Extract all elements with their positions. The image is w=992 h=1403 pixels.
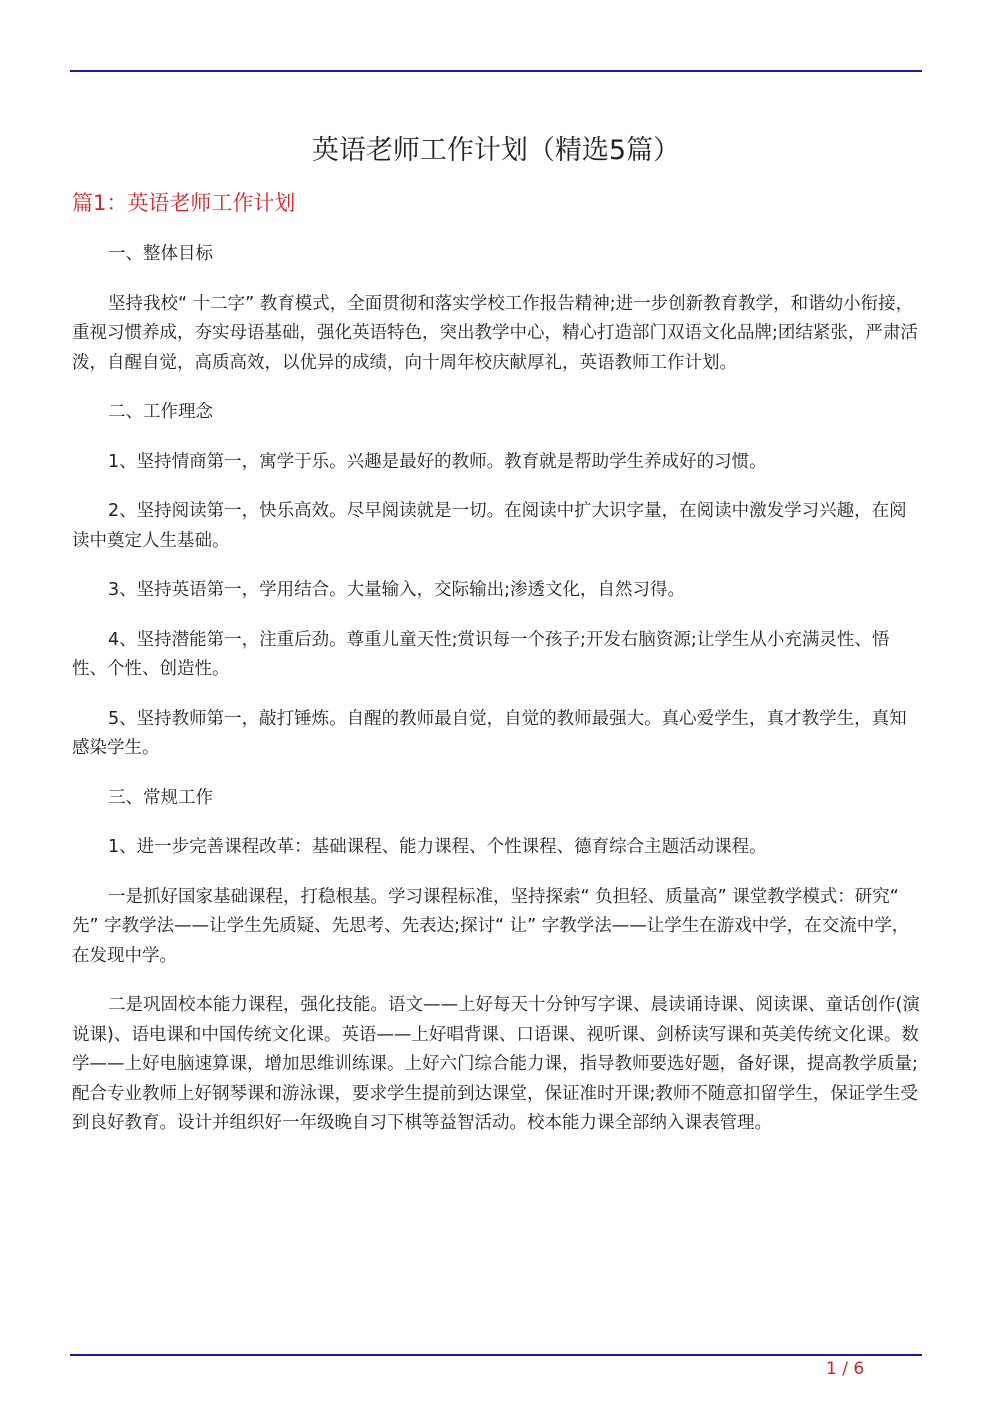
section-title: 篇1：英语老师工作计划 [72, 191, 296, 215]
heading-routine-work: 三、常规工作 [108, 787, 213, 808]
header-rule [70, 70, 922, 72]
document-body [72, 240, 920, 1159]
page-number: 1 / 6 [826, 1359, 865, 1379]
paragraph: 二是巩固校本能力课程，强化技能。语文——上好每天十分钟写字课、晨读诵诗课、阅读课、童话创作(演说课)、语电课和中国传统文化课。英语——上好唱背课、口语课、视听课、剑桥读写课和英美传统文化课。数学——上好电脑速算课，增加思维训练课。上好六门综合能力课，指导教师要选好题，备好课，提高教学质量;配合专业教师上好钢琴课和游泳课，要求学生提前到达课堂，保证准时开课;教师不随意扣留学生，保证学生受到良好教育。设计并组织好一年级晚自习下棋等益智活动。校本能力课全部纳入课表管理。 [72, 995, 920, 1133]
heading-work-philosophy: 二、工作理念 [108, 402, 213, 422]
paragraph: 5、坚持教师第一，敲打锤炼。自醒的教师最自觉，自觉的教师最强大。真心爱学生，真才教学生，真知感染学生。 [72, 708, 907, 758]
paragraph: 一是抓好国家基础课程，打稳根基。学习课程标准，坚持探索“ 负担轻、质量高” 课堂教学模式：研究“ 先” 字教学法——让学生先质疑、先思考、先表达;探讨“ 让” 字教学法——让学生在游戏中学，在交流中学，在发现中学。 [72, 886, 910, 966]
paragraph: 2、坚持阅读第一，快乐高效。尽早阅读就是一切。在阅读中扩大识字量，在阅读中激发学习兴趣，在阅读中奠定人生基础。 [72, 501, 907, 551]
paragraph: 坚持我校“ 十二字” 教育模式，全面贯彻和落实学校工作报告精神;进一步创新教育教学，和谐幼小衔接，重视习惯养成，夯实母语基础，强化英语特色，突出教学中心，精心打造部门双语文化品牌;团结紧张，严肃活泼，自醒自觉，高质高效，以优异的成绩，向十周年校庆献厚礼，英语教师工作计划。 [72, 293, 918, 373]
heading-overall-goal: 一、整体目标 [108, 244, 213, 264]
paragraph: 3、坚持英语第一，学用结合。大量输入，交际输出;渗透文化，自然习得。 [108, 580, 686, 600]
document-title: 英语老师工作计划（精选5篇） [311, 135, 681, 166]
paragraph: 1、坚持情商第一，寓学于乐。兴趣是最好的教师。教育就是帮助学生养成好的习惯。 [108, 451, 767, 472]
footer-rule [70, 1354, 922, 1356]
paragraph: 4、坚持潜能第一，注重后劲。尊重儿童天性;赏识每一个孩子;开发右脑资源;让学生从小充满灵性、悟性、个性、创造性。 [72, 629, 890, 679]
paragraph: 1、进一步完善课程改革：基础课程、能力课程、个性课程、德育综合主题活动课程。 [108, 837, 767, 857]
